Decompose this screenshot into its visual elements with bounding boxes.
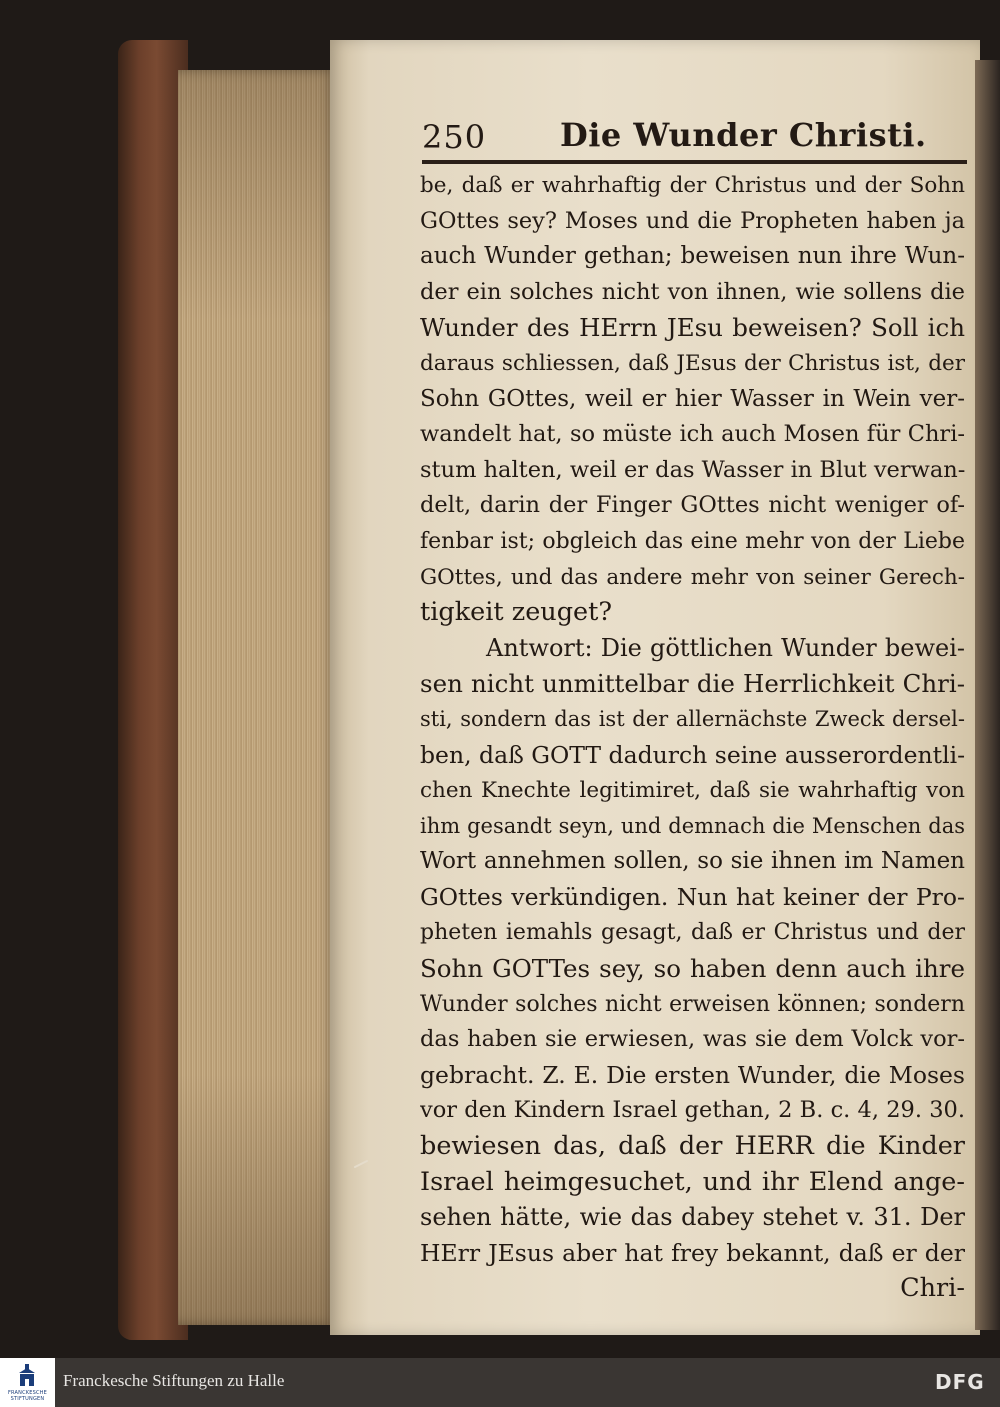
text-line: Wunder des HErrn JEsu beweisen? Soll ich bbox=[420, 313, 965, 343]
text-line: ihm gesandt seyn, und demnach die Menschen das bbox=[420, 813, 965, 838]
margin-mark-icon bbox=[354, 1160, 368, 1168]
text-line: tigkeit zeuget? bbox=[420, 597, 613, 628]
text-line: Sohn GOttes, weil er hier Wasser in Wein ver- bbox=[420, 385, 965, 412]
text-line: wandelt hat, so müste ich auch Mosen für Chri- bbox=[420, 421, 965, 448]
text-line: gebracht. Z. E. Die ersten Wunder, die Moses bbox=[420, 1060, 965, 1089]
institution-logo[interactable] bbox=[0, 1358, 55, 1407]
text-line: sen nicht unmittelbar die Herrlichkeit Chri- bbox=[420, 669, 965, 699]
page-stack-shading bbox=[178, 70, 338, 1325]
text-line: pheten iemahls gesagt, daß er Christus und der bbox=[420, 920, 965, 946]
viewer-footer bbox=[0, 1358, 1000, 1407]
text-line: Sohn GOTTes sey, so haben denn auch ihre bbox=[420, 954, 965, 984]
text-line: stum halten, weil er das Wasser in Blut verwan- bbox=[420, 456, 965, 483]
text-line: be, daß er wahrhaftig der Christus und der Sohn bbox=[420, 173, 965, 198]
text-line: Wort annehmen sollen, so sie ihnen im Namen bbox=[420, 848, 965, 875]
text-line: GOttes sey? Moses und die Propheten haben ja bbox=[420, 207, 965, 234]
catchword: Chri- bbox=[900, 1273, 965, 1304]
paragraph-start-line: Antwort: Die göttlichen Wunder bewei- bbox=[486, 633, 965, 662]
text-line: vor den Kindern Israel gethan, 2 B. c. 4, 29. 30. bbox=[420, 1097, 965, 1124]
dfg-logo[interactable]: DFG bbox=[935, 1370, 985, 1394]
text-line: Wunder solches nicht erweisen können; sondern bbox=[420, 991, 965, 1017]
text-line: das haben sie erwiesen, was sie dem Volck vor- bbox=[420, 1026, 965, 1053]
running-head: Die Wunder Christi. bbox=[560, 116, 927, 154]
text-line: GOttes verkündigen. Nun hat keiner der Pro- bbox=[420, 882, 965, 911]
building-icon bbox=[16, 1363, 38, 1389]
text-line: sti, sondern das ist der allernächste Zweck dersel- bbox=[420, 706, 965, 731]
logo-text: FRANCKESCHE STIFTUNGEN bbox=[7, 1390, 48, 1402]
gutter-shadow bbox=[975, 60, 1000, 1330]
text-line: GOttes, und das andere mehr von seiner Gerech- bbox=[420, 564, 965, 590]
text-line: der ein solches nicht von ihnen, wie sollens die bbox=[420, 278, 965, 305]
text-line: auch Wunder gethan; beweisen nun ihre Wun- bbox=[420, 243, 965, 270]
text-line: fenbar ist; obgleich das eine mehr von der Liebe bbox=[420, 528, 965, 554]
text-line: ben, daß GOTT dadurch seine ausserordentli- bbox=[420, 740, 965, 769]
text-line: Israel heimgesuchet, und ihr Elend ange- bbox=[420, 1166, 965, 1197]
body-text bbox=[420, 168, 965, 1307]
text-line: bewiesen das, daß der HERR die Kinder bbox=[420, 1131, 965, 1162]
text-line: daraus schliessen, daß JEsus der Christus ist, der bbox=[420, 350, 965, 376]
text-line: sehen hätte, wie das dabey stehet v. 31. Der bbox=[420, 1203, 965, 1232]
text-line: delt, darin der Finger GOttes nicht weniger of- bbox=[420, 492, 965, 519]
text-line: HErr JEsus aber hat frey bekannt, daß er der bbox=[420, 1238, 965, 1267]
institution-name[interactable]: Franckesche Stiftungen zu Halle bbox=[63, 1371, 285, 1390]
header-rule bbox=[422, 160, 967, 164]
text-line: chen Knechte legitimiret, daß sie wahrhaftig von bbox=[420, 778, 965, 804]
page-number: 250 bbox=[422, 118, 487, 156]
